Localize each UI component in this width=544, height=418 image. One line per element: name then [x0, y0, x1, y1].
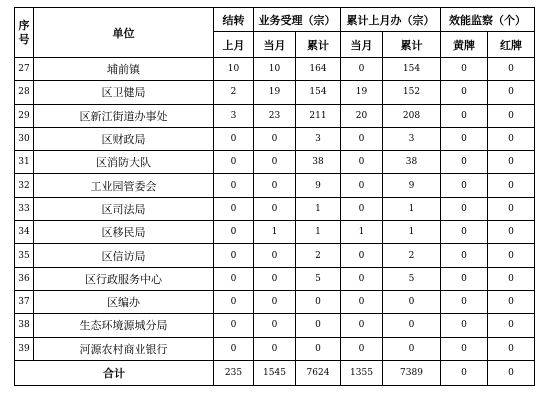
cell-yellow: 0	[441, 174, 488, 197]
cell-cur: 0	[254, 314, 296, 337]
table-row	[15, 127, 535, 150]
cell-unit: 生态环境源城分局	[34, 314, 214, 337]
total-prev-cur: 1355	[341, 360, 383, 385]
cell-yellow: 0	[441, 127, 488, 150]
cell-red: 0	[488, 58, 535, 81]
cell-cur: 0	[254, 244, 296, 267]
cell-cum: 164	[296, 58, 341, 81]
cell-cur: 0	[254, 290, 296, 313]
cell-cum: 0	[296, 290, 341, 313]
cell-unit: 区编办	[34, 290, 214, 313]
cell-cum: 9	[296, 174, 341, 197]
cell-seq: 31	[15, 151, 34, 174]
header-monitor: 效能监察（个）	[441, 8, 535, 32]
subheader-this-month: 当月	[254, 32, 296, 58]
total-label: 合计	[15, 360, 214, 385]
cell-cur: 0	[254, 151, 296, 174]
cell-prev-cum: 3	[383, 127, 441, 150]
table-row	[15, 58, 535, 81]
cell-prev-cum: 154	[383, 58, 441, 81]
subheader-this-month-2: 当月	[341, 32, 383, 58]
cell-prev-cur: 0	[341, 244, 383, 267]
cell-red: 0	[488, 127, 535, 150]
cell-carry: 10	[214, 58, 254, 81]
cell-prev-cum: 1	[383, 221, 441, 244]
total-cum: 7624	[296, 360, 341, 385]
cell-carry: 0	[214, 174, 254, 197]
cell-prev-cur: 19	[341, 81, 383, 104]
cell-cum: 0	[296, 314, 341, 337]
cell-unit: 区财政局	[34, 127, 214, 150]
cell-prev-cur: 0	[341, 58, 383, 81]
cell-yellow: 0	[441, 314, 488, 337]
total-cur: 1545	[254, 360, 296, 385]
cell-yellow: 0	[441, 197, 488, 220]
cell-red: 0	[488, 337, 535, 360]
header-row-1	[15, 8, 535, 32]
cell-prev-cum: 2	[383, 244, 441, 267]
cell-prev-cur: 0	[341, 337, 383, 360]
cell-red: 0	[488, 221, 535, 244]
cell-prev-cum: 0	[383, 290, 441, 313]
cell-cum: 154	[296, 81, 341, 104]
cell-unit: 区卫健局	[34, 81, 214, 104]
cell-prev-cur: 1	[341, 221, 383, 244]
cell-seq: 28	[15, 81, 34, 104]
cell-unit: 工业园管委会	[34, 174, 214, 197]
table-row	[15, 267, 535, 290]
cell-prev-cum: 208	[383, 104, 441, 127]
subheader-total-2: 累计	[383, 32, 441, 58]
cell-prev-cum: 152	[383, 81, 441, 104]
cell-cur: 0	[254, 127, 296, 150]
table-row	[15, 221, 535, 244]
cell-cur: 0	[254, 197, 296, 220]
table-row	[15, 314, 535, 337]
cell-yellow: 0	[441, 104, 488, 127]
cell-carry: 0	[214, 151, 254, 174]
cell-seq: 34	[15, 221, 34, 244]
cell-prev-cum: 5	[383, 267, 441, 290]
cell-seq: 33	[15, 197, 34, 220]
table-row	[15, 174, 535, 197]
table-row	[15, 104, 535, 127]
cell-yellow: 0	[441, 337, 488, 360]
cell-prev-cur: 0	[341, 267, 383, 290]
cell-unit: 区司法局	[34, 197, 214, 220]
cell-red: 0	[488, 81, 535, 104]
cell-yellow: 0	[441, 81, 488, 104]
cell-unit: 埔前镇	[34, 58, 214, 81]
cell-unit: 河源农村商业银行	[34, 337, 214, 360]
cell-carry: 0	[214, 337, 254, 360]
cell-cum: 0	[296, 337, 341, 360]
cell-prev-cum: 1	[383, 197, 441, 220]
table-row	[15, 244, 535, 267]
cell-yellow: 0	[441, 151, 488, 174]
cell-red: 0	[488, 244, 535, 267]
cell-cur: 10	[254, 58, 296, 81]
table-row	[15, 197, 535, 220]
cell-carry: 0	[214, 197, 254, 220]
cell-carry: 0	[214, 290, 254, 313]
subheader-red: 红牌	[488, 32, 535, 58]
cell-red: 0	[488, 267, 535, 290]
cell-seq: 32	[15, 174, 34, 197]
cell-prev-cur: 0	[341, 290, 383, 313]
table-body	[15, 58, 535, 361]
cell-cur: 1	[254, 221, 296, 244]
cell-cum: 3	[296, 127, 341, 150]
cell-red: 0	[488, 104, 535, 127]
cell-carry: 0	[214, 267, 254, 290]
cell-cum: 5	[296, 267, 341, 290]
cell-prev-cur: 0	[341, 127, 383, 150]
cell-prev-cum: 38	[383, 151, 441, 174]
subheader-yellow: 黄牌	[441, 32, 488, 58]
cell-cur: 0	[254, 174, 296, 197]
total-yellow: 0	[441, 360, 488, 385]
header-cumulative-prev: 累计上月办（宗）	[341, 8, 441, 32]
cell-prev-cur: 0	[341, 197, 383, 220]
cell-cum: 2	[296, 244, 341, 267]
cell-yellow: 0	[441, 221, 488, 244]
cell-yellow: 0	[441, 58, 488, 81]
cell-red: 0	[488, 290, 535, 313]
cell-yellow: 0	[441, 290, 488, 313]
cell-seq: 29	[15, 104, 34, 127]
cell-seq: 38	[15, 314, 34, 337]
header-carry: 结转	[214, 8, 254, 32]
cell-cur: 19	[254, 81, 296, 104]
cell-seq: 30	[15, 127, 34, 150]
cell-cur: 23	[254, 104, 296, 127]
header-seq-text: 序 号	[18, 18, 30, 46]
header-business: 业务受理（宗）	[254, 8, 341, 32]
table-row	[15, 81, 535, 104]
table-row	[15, 290, 535, 313]
subheader-last-month: 上月	[214, 32, 254, 58]
table-row	[15, 151, 535, 174]
cell-prev-cur: 0	[341, 174, 383, 197]
cell-unit: 区移民局	[34, 221, 214, 244]
cell-carry: 0	[214, 127, 254, 150]
cell-unit: 区行政服务中心	[34, 267, 214, 290]
statistics-table	[14, 7, 535, 386]
cell-cum: 1	[296, 197, 341, 220]
cell-carry: 2	[214, 81, 254, 104]
cell-cur: 0	[254, 267, 296, 290]
cell-cum: 1	[296, 221, 341, 244]
cell-unit: 区消防大队	[34, 151, 214, 174]
cell-seq: 39	[15, 337, 34, 360]
cell-yellow: 0	[441, 244, 488, 267]
cell-seq: 27	[15, 58, 34, 81]
cell-prev-cum: 9	[383, 174, 441, 197]
cell-prev-cur: 0	[341, 314, 383, 337]
cell-yellow: 0	[441, 267, 488, 290]
cell-red: 0	[488, 314, 535, 337]
cell-seq: 36	[15, 267, 34, 290]
cell-red: 0	[488, 151, 535, 174]
cell-prev-cur: 20	[341, 104, 383, 127]
cell-prev-cum: 0	[383, 337, 441, 360]
table-row	[15, 337, 535, 360]
cell-unit: 区信访局	[34, 244, 214, 267]
total-red: 0	[488, 360, 535, 385]
cell-red: 0	[488, 197, 535, 220]
cell-prev-cum: 0	[383, 314, 441, 337]
total-row	[15, 360, 535, 385]
cell-carry: 0	[214, 314, 254, 337]
cell-seq: 35	[15, 244, 34, 267]
subheader-total: 累计	[296, 32, 341, 58]
cell-red: 0	[488, 174, 535, 197]
cell-seq: 37	[15, 290, 34, 313]
header-seq	[15, 8, 34, 58]
cell-unit: 区新江街道办事处	[34, 104, 214, 127]
cell-cum: 38	[296, 151, 341, 174]
total-carry: 235	[214, 360, 254, 385]
total-prev-cum: 7389	[383, 360, 441, 385]
cell-cur: 0	[254, 337, 296, 360]
cell-cum: 211	[296, 104, 341, 127]
header-unit: 单位	[34, 8, 214, 58]
cell-carry: 0	[214, 244, 254, 267]
cell-prev-cur: 0	[341, 151, 383, 174]
cell-carry: 0	[214, 221, 254, 244]
cell-carry: 3	[214, 104, 254, 127]
